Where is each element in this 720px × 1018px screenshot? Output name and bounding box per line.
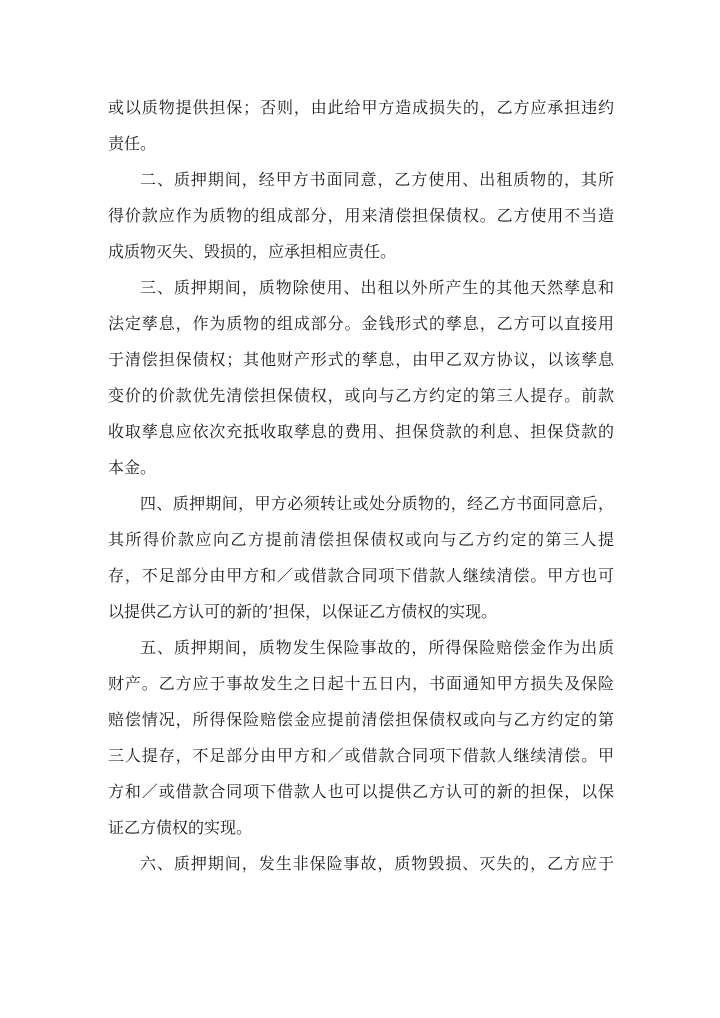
text-line: 成质物灭失、毁损的，应承担相应责任。 — [108, 242, 397, 261]
text-line: 收取孳息应依次充抵收取孳息的费用、担保贷款的利息、担保贷款的 — [108, 422, 614, 441]
clause-2-line: 二、质押期间，经甲方书面同意，乙方使用、出租质物的，其所 — [140, 170, 614, 189]
clause-4-line: 四、质押期间，甲方必须转让或处分质物的，经乙方书面同意后， — [140, 494, 614, 513]
clause-3-line: 三、质押期间，质物除使用、出租以外所产生的其他天然孳息和 — [140, 278, 614, 297]
clause-5-line: 五、质押期间，质物发生保险事故的，所得保险赔偿金作为出质 — [140, 638, 614, 657]
text-line: 其所得价款应向乙方提前清偿担保债权或向与乙方约定的第三人提 — [108, 530, 614, 549]
text-line: 以提供乙方认可的新的’担保，以保证乙方债权的实现。 — [108, 602, 498, 621]
clause-6-line: 六、质押期间，发生非保险事故，质物毁损、灭失的，乙方应于 — [140, 854, 614, 873]
text-line: 财产。乙方应于事故发生之日起十五日内，书面通知甲方损失及保险 — [108, 674, 614, 693]
text-line: 于清偿担保债权；其他财产形式的孳息，由甲乙双方协议，以该孳息 — [108, 350, 614, 369]
text-line: 法定孳息，作为质物的组成部分。金钱形式的孳息，乙方可以直接用 — [108, 314, 614, 333]
text-line: 证乙方债权的实现。 — [108, 818, 253, 837]
text-line: 变价的价款优先清偿担保债权，或向与乙方约定的第三人提存。前款 — [108, 386, 614, 405]
text-line: 或以质物提供担保；否则，由此给甲方造成损失的，乙方应承担违约 — [108, 98, 614, 117]
text-line: 责任。 — [108, 134, 157, 153]
text-line: 赔偿情况，所得保险赔偿金应提前清偿担保债权或向与乙方约定的第 — [108, 710, 614, 729]
text-line: 三人提存，不足部分由甲方和／或借款合同项下借款人继续清偿。甲 — [108, 746, 614, 765]
text-line: 存，不足部分由甲方和／或借款合同项下借款人继续清偿。甲方也可 — [108, 566, 614, 585]
document-body — [108, 90, 614, 882]
text-line: 方和／或借款合同项下借款人也可以提供乙方认可的新的担保，以保 — [108, 782, 614, 801]
text-line: 得价款应作为质物的组成部分，用来清偿担保债权。乙方使用不当造 — [108, 206, 614, 225]
text-line: 本金。 — [108, 458, 157, 477]
